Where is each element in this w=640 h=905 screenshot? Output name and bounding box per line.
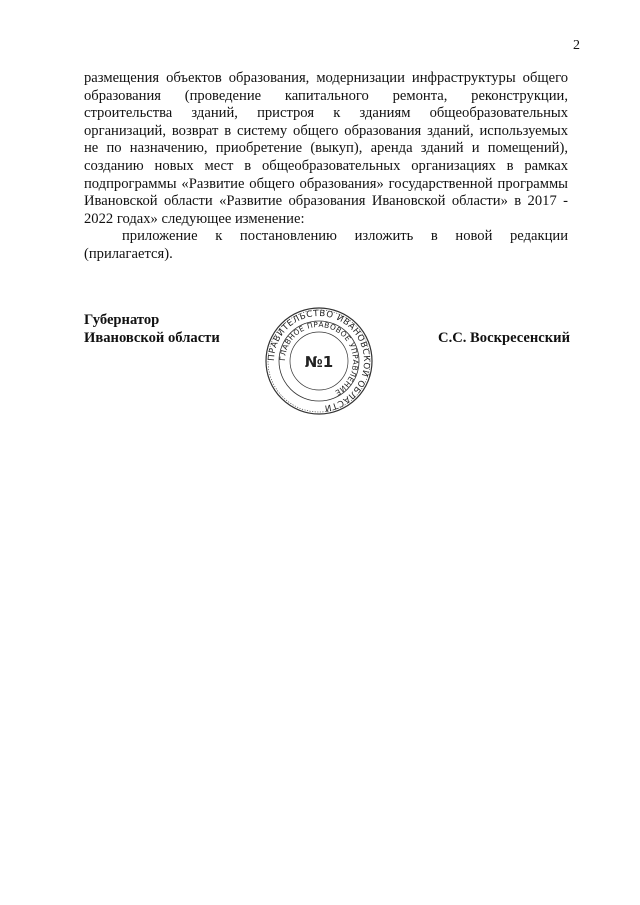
signatory-position-line1: Губернатор [84,312,160,328]
page-number: 2 [573,38,580,53]
seal-outer-text: ПРАВИТЕЛЬСТВО ИВАНОВСКОЙ ОБЛАСТИ [266,308,372,413]
seal-inner-text: ГЛАВНОЕ ПРАВОВОЕ УПРАВЛЕНИЕ [277,319,361,398]
official-seal [264,306,374,416]
signatory-position [84,312,220,347]
signatory-name: С.С. Воскресенский [438,330,570,346]
seal-number: №1 [304,353,334,371]
signature-block [84,306,570,416]
document-body [84,70,568,264]
paragraph-change: приложение к постановлению изложить в новой редакции (прилагается). [84,228,568,262]
paragraph-main: размещения объектов образования, модернизации инфраструктуры общего образования (проведение капитального ремонта, реконструкции, строительства зданий, пристроя к зданиям общеобразовательных организаций, возврат в систему общего образования зданий, используемых не по назначению, приобретение (выкуп), аренда зданий и помещений), созданию новых мест в общеобразовательных организациях в рамках подпрограммы «Развитие общего образования» государственной программы Ивановской области «Развитие образования Ивановской области» в 2017 - 2022 годах» следующее изменение: [84,70,568,227]
signatory-position-line2: Ивановской области [84,329,220,346]
